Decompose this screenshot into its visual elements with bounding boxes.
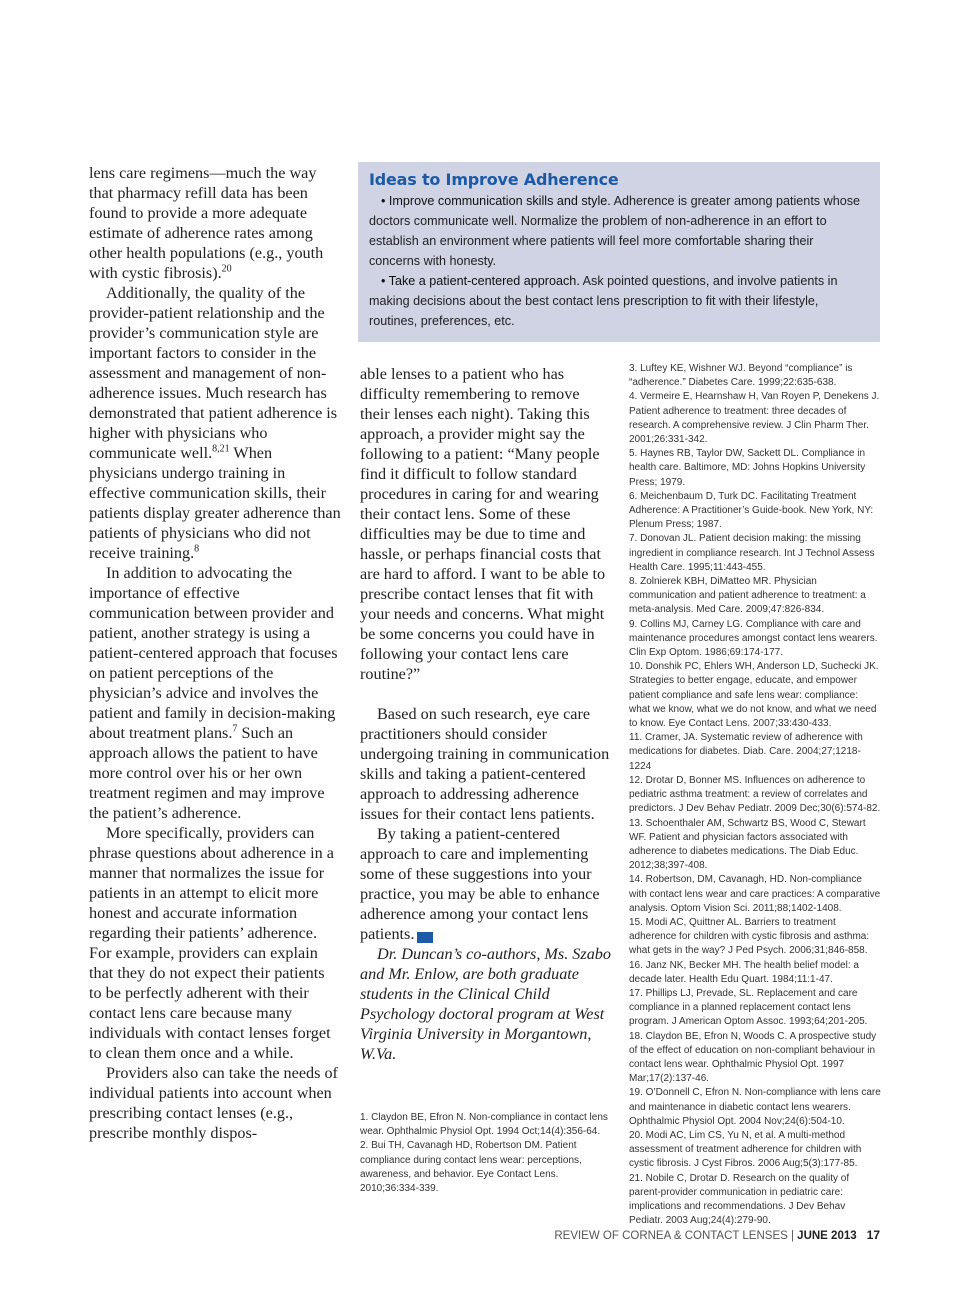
reference-item: 8. Zolnierek KBH, DiMatteo MR. Physician communication and patient adherence to treatment: a meta-analysis. Med Care. 2009;47:826-834. [629, 576, 866, 616]
reference-item: 19. O’Donnell C, Efron N. Non-compliance with lens care and maintenance in diabetic contact lens wearers. Ophthalmic Physiol Opt. 2004 Nov;24(6):504-10. [629, 1087, 881, 1127]
reference-item: 4. Vermeire E, Hearnshaw H, Van Royen P, Denekens J. Patient adherence to treatment: three decades of research. A comprehensive review. J Clin Pharm Ther. 2001;26:331-342. [629, 391, 880, 446]
citation-ref: 8,21 [212, 443, 230, 455]
publication-name: REVIEW OF CORNEA & CONTACT LENSES | [554, 1230, 798, 1242]
reference-item: 2. Bui TH, Cavanagh HD, Robertson DM. Patient compliance during contact lens wear: perceptions, awareness, and behavior. Eye Contact Lens. 2010;36:334-339. [360, 1140, 582, 1195]
sidebar-title: Ideas to Improve Adherence [369, 170, 619, 189]
reference-item: 16. Janz NK, Becker MH. The health belief model: a decade later. Health Edu Quart. 1984;11:1-47. [629, 959, 859, 985]
reference-item: 21. Nobile C, Drotar D. Research on the quality of parent-provider communication in pediatric care: implications and recommendations. J Dev Behav Pediatr. 2003 Aug;24(4):279-90. [629, 1172, 850, 1227]
reference-item: 1. Claydon BE, Efron N. Non-compliance in contact lens wear. Ophthalmic Physiol Opt. 1994 Oct;14(4):356-64. [360, 1112, 608, 1138]
reference-item: 3. Luftey KE, Wishner WJ. Beyond “compliance” is “adherence.” Diabetes Care. 1999;22:635-638. [629, 363, 853, 389]
citation-ref: 8 [194, 543, 200, 555]
references-list-right [629, 362, 881, 1228]
body-paragraph: By taking a patient-centered approach to care and implementing some of these suggestions into your practice, you may be able to enhance adherence among your contact lens patients. RCCL [360, 825, 600, 943]
reference-item: 10. Donshik PC, Ehlers WH, Anderson LD, Suchecki JK. Strategies to better engage, educate, and empower patient compliance and safe lens wear: compliance: what we know, what we do not know, and what we need to know. Eye Contact Lens. 2007;33:430-433. [629, 661, 879, 730]
reference-item: 20. Modi AC, Lim CS, Yu N, et al. A multi-method assessment of treatment adherence for children with cystic fibrosis. J Cyst Fibros. 2006 Aug;5(3):177-85. [629, 1129, 862, 1170]
sidebar-item-lead: • Take a patient-centered approach. [381, 274, 580, 288]
reference-item: 12. Drotar D, Bonner MS. Influences on adherence to pediatric asthma treatment: a review of correlates and predictors. J Dev Behav Pediatr. 2009 Dec;30(6):574-82. [629, 774, 881, 815]
citation-ref: 20 [221, 263, 232, 275]
body-paragraph: Providers also can take the needs of individual patients into account when prescribing contact lenses (e.g., prescribe monthly dispos- [89, 1064, 338, 1142]
sidebar-item: • Improve communication skills and style. Adherence is greater among patients whose doctors communicate well. Normalize the problem of non-adherence in an effort to establish an environment where patients will feel more comfortable sharing their concerns with honesty. [369, 194, 861, 268]
citation-ref: 7 [232, 723, 238, 735]
reference-item: 13. Schoenthaler AM, Schwartz BS, Wood C, Stewart WF. Patient and physician factors associated with adherence to diabetes medications. The Diab Educ. 2012;38;397-408. [629, 817, 866, 872]
reference-item: 5. Haynes RB, Taylor DW, Sackett DL. Compliance in health care. Baltimore, MD: Johns Hopkins University Press; 1979. [629, 448, 866, 488]
body-paragraph: lens care regimens—much the way that pharmacy refill data has been found to provide a more adequate estimate of adherence rates among other health populations (e.g., youth with cystic fibrosis).$^{20}$ [89, 164, 324, 282]
body-paragraph: More specifically, providers can phrase questions about adherence in a manner that normalizes the issue for patients in an attempt to elicit more honest and accurate information regarding their patients’ adherence. For example, providers can explain that they do not expect their patients to be perfectly adherent with their contact lens care because many individuals with contact lenses forget to clean them once and a while. [89, 824, 334, 1062]
reference-item: 17. Phillips LJ, Prevade, SL. Replacement and care compliance in a planned replacement contact lens program. J American Optom Assoc. 1993;64;201-205. [629, 987, 868, 1028]
left-body-column [89, 163, 341, 1143]
author-note: Dr. Duncan’s co-authors, Ms. Szabo and Mr. Enlow, are both graduate students in the Clinical Child Psychology doctoral program at West Virginia University in Morgantown, W.Va. [360, 945, 611, 1063]
reference-item: 7. Donovan JL. Patient decision making: the missing ingredient in compliance research. Int J Technol Assess Health Care. 1995;11:443-455. [629, 533, 875, 573]
page-number: 17 [866, 1228, 880, 1242]
references-list-middle [360, 1111, 612, 1196]
issue-date: JUNE 2013 [797, 1230, 857, 1242]
page-footer [554, 1228, 880, 1242]
body-paragraph: In addition to advocating the importance of effective communication between provider and patient, another strategy is using a patient-centered approach that focuses on patient perceptions of the physician’s advice and involves the patient and family in decision-making about treatment plans.$^7$ Such an approach allows the patient to have more control over his or her own treatment regimen and may improve the patient’s adherence. [89, 564, 338, 822]
rccl-end-mark-icon: RCCL [417, 932, 433, 943]
body-paragraph: Additionally, the quality of the provider-patient relationship and the provider’s communication style are important factors to consider in the assessment and management of non-adherence issues. Much research has demonstrated that patient adherence is higher with physicians who communicate well.$^{8,21}$ When physicians undergo training in effective communication skills, their patients display greater adherence than patients of physicians who did not receive training.$^8$ [89, 284, 341, 562]
reference-item: 14. Robertson, DM, Cavanagh, HD. Non-compliance with contact lens wear and care practices: A comparative analysis. Optom Vision Sci. 2011;88;1402-1408. [629, 874, 881, 914]
reference-item: 6. Meichenbaum D, Turk DC. Facilitating Treatment Adherence: A Practitioner’s Guide-book. New York, NY: Plenum Press; 1987. [629, 490, 874, 531]
sidebar-item: • Take a patient-centered approach. Ask pointed questions, and involve patients in making decisions about the best contact lens prescription to fit with their lifestyle, routines, preferences, etc. [369, 274, 838, 328]
reference-item: 15. Modi AC, Quittner AL. Barriers to treatment adherence for children with cystic fibrosis and asthma: what gets in the way? J Ped Psych. 2006;31;846-858. [629, 916, 870, 957]
ideas-sidebar-box [358, 162, 880, 342]
body-paragraph: able lenses to a patient who has difficulty remembering to remove their lenses each night). Taking this approach, a provider might say the following to a patient: “Many people find it difficult to follow standard procedures in caring for and wearing their contact lens. Some of these difficulties may be due to time and hassle, or perhaps financial costs that are hard to afford. I want to be able to prescribe contact lenses that fit with your needs and concerns. What might be some concerns you could have in following your contact lens care routine?” [360, 365, 606, 683]
reference-item: 18. Claydon BE, Efron N, Woods C. A prospective study of the effect of education on non-compliant behaviour in contact lens wear. Ophthalmic Physiol Opt. 1997 Mar;17(2):137-46. [629, 1030, 877, 1085]
body-paragraph: Based on such research, eye care practitioners should consider undergoing training in communication skills and taking a patient-centered approach to addressing adherence issues for their contact lens patients. [360, 705, 610, 823]
reference-item: 9. Collins MJ, Carney LG. Compliance with care and maintenance procedures amongst contact lens wearers. Clin Exp Optom. 1986;69:174-177. [629, 618, 878, 659]
reference-item: 11. Cramer, JA. Systematic review of adherence with medications for diabetes. Diab. Care. 2004;27;1218-1224 [629, 732, 863, 772]
sidebar-item-lead: • Improve communication skills and style. [381, 194, 611, 208]
middle-body-column [360, 364, 612, 1064]
